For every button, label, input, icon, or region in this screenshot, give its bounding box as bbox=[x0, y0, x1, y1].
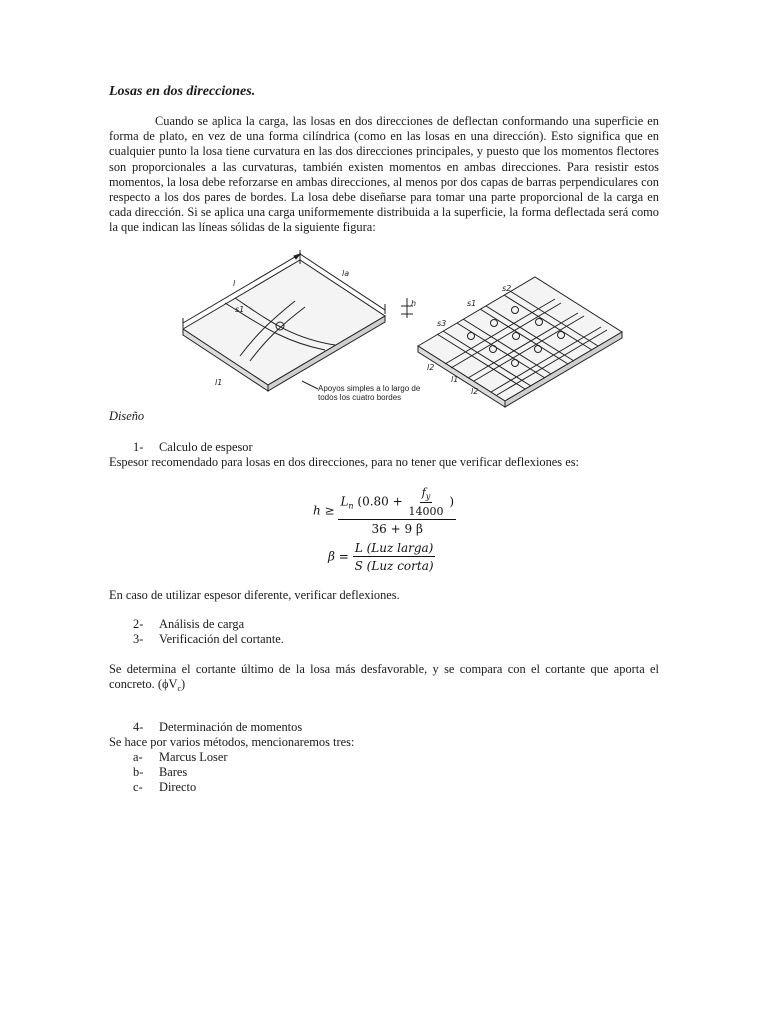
formula-h-fy: f bbox=[421, 486, 426, 499]
label-l2b-right: l2 bbox=[471, 387, 479, 396]
step-3-number: 3- bbox=[133, 632, 144, 646]
formula-h-close: ) bbox=[449, 494, 455, 509]
figure-caption: Apoyos simples a lo largo de todos los cuatro bordes bbox=[318, 384, 421, 402]
espesor-text: Espesor recomendado para losas en dos direcciones, para no tener que verificar deflexiones es: bbox=[109, 455, 579, 469]
method-a-number: a- bbox=[133, 750, 143, 764]
formula-h bbox=[313, 486, 456, 536]
step-4-label: Determinación de momentos bbox=[159, 720, 303, 734]
label-s1-right: s1 bbox=[467, 299, 477, 308]
method-b bbox=[133, 765, 187, 780]
deflexiones-text: En caso de utilizar espesor diferente, verificar deflexiones. bbox=[109, 588, 400, 602]
formula-h-fraction bbox=[338, 486, 456, 536]
method-c-label: Directo bbox=[159, 780, 197, 794]
formula-h-fy-den: 14000 bbox=[408, 505, 444, 518]
formula-beta-lhs: β = bbox=[328, 549, 349, 564]
step-4 bbox=[133, 720, 302, 735]
step-1-number: 1- bbox=[133, 440, 144, 454]
label-s1: s1 bbox=[235, 305, 245, 314]
cortante-text: Se determina el cortante último de la losa más desfavorable, y se compara con el cortante que aporta el concreto. (ϕV bbox=[109, 662, 659, 692]
intro-paragraph: Cuando se aplica la carga, las losas en dos direcciones de deflectan conformando una superficie en forma de plato, en vez de una forma cilíndrica (como en las losas en una dirección). Esto significa que en cualquier punto la losa tiene curvatura en las dos direcciones principales, y puesto que los momentos flectores son proporcionales a las curvaturas, también existen momentos en ambas direcciones. Para resistir estos momentos, la losa debe reforzarse en ambas direcciones, al menos por dos capas de barras perpendiculares con respecto a los dos pares de bordes. La losa debe diseñarse para tomar una parte proporcional de la carga en cada dirección. Si se aplica una carga uniformemente distribuida a la superficie, la forma deflectada será como la que indican las líneas sólidas de la siguiente figura: bbox=[109, 114, 659, 235]
metodos-text: Se hace por varios métodos, mencionaremos tres: bbox=[109, 735, 355, 749]
formula-beta-fraction bbox=[353, 541, 436, 573]
label-s2-right: s2 bbox=[502, 284, 512, 293]
design-heading: Diseño bbox=[109, 409, 145, 423]
step-2 bbox=[133, 617, 244, 632]
step-3 bbox=[133, 632, 284, 647]
section-title: Losas en dos direcciones. bbox=[109, 84, 256, 99]
formula-h-ln-sub: n bbox=[348, 501, 354, 511]
formula-h-denominator: 36 + 9 β bbox=[371, 522, 423, 536]
label-l1-right: l1 bbox=[451, 375, 459, 384]
formula-beta-denominator: S (Luz corta) bbox=[354, 559, 434, 573]
step-1 bbox=[133, 440, 253, 455]
formula-beta-numerator: L (Luz larga) bbox=[354, 541, 434, 555]
step-1-label: Calculo de espesor bbox=[159, 440, 253, 454]
formula-h-fy-fraction bbox=[407, 486, 446, 518]
cortante-end: ) bbox=[181, 677, 186, 692]
step-2-number: 2- bbox=[133, 617, 144, 631]
method-a-label: Marcus Loser bbox=[159, 750, 228, 764]
method-b-label: Bares bbox=[159, 765, 188, 779]
step-2-label: Análisis de carga bbox=[159, 617, 245, 631]
formula-h-lhs: h ≥ bbox=[313, 503, 335, 518]
label-l1: l1 bbox=[215, 378, 223, 387]
left-slab-top bbox=[183, 260, 385, 385]
cortante-sub: c bbox=[177, 684, 182, 694]
method-b-number: b- bbox=[133, 765, 144, 779]
formula-h-fy-sub: y bbox=[425, 492, 431, 501]
method-c bbox=[133, 780, 196, 795]
formula-beta bbox=[328, 541, 436, 573]
label-s3-right: s3 bbox=[437, 319, 447, 328]
cortante-paragraph bbox=[109, 662, 659, 696]
label-lb: l bbox=[233, 279, 236, 288]
step-3-label: Verificación del cortante. bbox=[159, 632, 284, 646]
formula-h-open: (0.80 + bbox=[357, 494, 403, 509]
step-4-number: 4- bbox=[133, 720, 144, 734]
method-a bbox=[133, 750, 227, 765]
label-la: la bbox=[342, 269, 350, 278]
label-h: h bbox=[411, 299, 417, 308]
label-l2-right: l2 bbox=[427, 363, 435, 372]
method-c-number: c- bbox=[133, 780, 143, 794]
formula-h-ln: L bbox=[340, 494, 349, 509]
